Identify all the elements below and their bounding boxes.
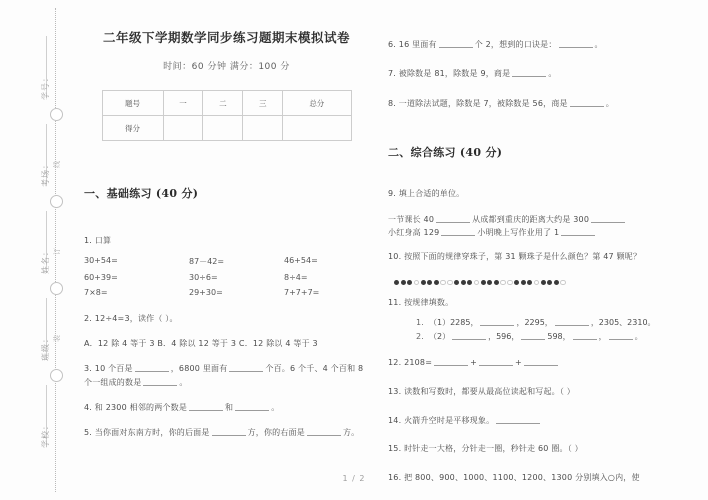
question-3-text-c: 个百。6 个千、4 个百和 8 个一组成的数是 xyxy=(84,364,364,387)
question-3 xyxy=(84,362,369,389)
list-item xyxy=(416,316,678,330)
answer-blank[interactable] xyxy=(135,362,169,372)
question-5-text-a: 5. 当你面对东南方时，你的后面是 xyxy=(84,428,210,438)
question-6-text-b: 个 2，想到的口诀是： xyxy=(474,40,557,49)
answer-blank[interactable] xyxy=(439,38,473,48)
exam-meta: 时间：60 分钟 满分：100 分 xyxy=(163,62,290,72)
q9-text-b: 从成都到重庆的距离大约是 300 xyxy=(472,214,590,224)
sealing-margin xyxy=(0,0,78,500)
answer-blank[interactable] xyxy=(452,330,486,340)
seal-mark-line: 线 xyxy=(53,161,61,168)
answer-blank[interactable] xyxy=(561,226,595,236)
bead-dark xyxy=(461,280,466,285)
answer-blank[interactable] xyxy=(229,362,263,372)
question-3-text-a: 3. 10 个百是 xyxy=(84,364,133,374)
question-1-label: 1. 口算 xyxy=(84,236,112,245)
page-title: 二年级下学期数学同步练习题期末模拟试卷 xyxy=(102,30,350,45)
seal-mark-seal: 装 xyxy=(53,335,61,342)
answer-blank[interactable] xyxy=(521,330,545,340)
q9-text-d: 小明晚上写作业用了 1 xyxy=(477,227,560,237)
item-text-d: ， xyxy=(598,332,607,342)
question-9-line-1 xyxy=(388,213,678,226)
answer-blank[interactable] xyxy=(479,356,513,366)
question-5 xyxy=(84,426,369,439)
item-index: 1. xyxy=(416,318,424,328)
seal-label-student-number: 学号： xyxy=(41,73,50,100)
question-2-options: A．12 除 4 等于 3 B．4 除以 12 等于 3 C．12 除以 4 等于 3 xyxy=(84,338,318,348)
question-7-text-a: 7. 被除数是 81，除数是 9，商是 xyxy=(388,69,511,79)
item-text-b: ，596， xyxy=(488,332,520,342)
right-column xyxy=(388,0,678,500)
bead-dark xyxy=(454,280,459,285)
answer-blank[interactable] xyxy=(434,356,468,366)
bead-light xyxy=(534,280,540,286)
score-header-cell: 二 xyxy=(203,91,243,116)
q12-text-c: + xyxy=(515,358,522,368)
item-text-c: ，2305、2310。 xyxy=(590,318,656,328)
answer-blank[interactable] xyxy=(609,330,633,340)
question-9-label: 9. 填上合适的单位。 xyxy=(388,189,465,199)
bead-dark xyxy=(547,280,552,285)
bead-dark xyxy=(421,280,426,285)
oral-item: 87－42= xyxy=(189,257,225,267)
item-text-b: ，2295， xyxy=(516,318,553,328)
oral-item: 30÷6= xyxy=(189,273,218,283)
item-text-e: 。 xyxy=(634,332,643,342)
oral-item: 30+54= xyxy=(84,256,118,266)
oral-math-grid xyxy=(84,256,369,297)
item-text-c: 598， xyxy=(547,332,571,342)
answer-blank[interactable] xyxy=(307,426,341,436)
bead-dark xyxy=(527,280,532,285)
oral-item: 7×8= xyxy=(84,288,108,298)
seal-circle xyxy=(50,108,63,121)
question-14 xyxy=(388,414,678,427)
seal-label-exam-room: 考场： xyxy=(41,160,50,187)
question-15: 15. 时针走一大格，分针走一圈，秒针走 60 圈。（ ） xyxy=(388,444,583,454)
section-heading-basic: 一、基础练习 (40 分) xyxy=(84,187,199,200)
seal-circle xyxy=(50,282,63,295)
question-4-text-c: 。 xyxy=(271,402,280,412)
q14-text: 14. 火箭升空时是平移现象。 xyxy=(388,415,495,425)
bead-dark xyxy=(434,280,439,285)
list-item xyxy=(416,330,678,344)
answer-blank[interactable] xyxy=(555,316,589,326)
score-table xyxy=(102,90,352,141)
bead-dark xyxy=(494,280,499,285)
question-4-text-b: 和 xyxy=(225,402,234,412)
question-6-text-c: 。 xyxy=(594,40,603,49)
oral-item: 46+54= xyxy=(284,256,318,266)
item-text-a: （2） xyxy=(429,332,451,342)
question-16: 16. 把 800、900、1000、1100、1200、1300 分别填入○内，使 xyxy=(388,472,640,482)
item-index: 2. xyxy=(416,332,424,342)
answer-blank[interactable] xyxy=(212,426,246,436)
bead-light xyxy=(474,280,480,286)
bead-dark xyxy=(407,280,412,285)
question-8-text-b: 。 xyxy=(605,98,614,108)
answer-blank[interactable] xyxy=(496,414,540,424)
left-column xyxy=(84,0,369,500)
question-6-text-a: 6. 16 里面有 xyxy=(388,40,437,49)
question-8 xyxy=(388,97,678,110)
question-4-text-a: 4. 和 2300 相邻的两个数是 xyxy=(84,402,188,412)
question-10: 10. 按照下面的规律穿珠子，第 31 颗珠子是什么颜色？第 47 颗呢？ xyxy=(388,252,642,262)
bead-light xyxy=(507,280,513,286)
answer-blank[interactable] xyxy=(436,213,470,223)
item-text-a: （1）2285， xyxy=(429,318,479,328)
question-8-text-a: 8. 一道除法试题，除数是 7，被除数是 56，商是 xyxy=(388,98,568,108)
section-heading-comprehensive: 二、综合练习 (40 分) xyxy=(388,146,503,160)
q12-text-b: + xyxy=(470,358,478,368)
table-row xyxy=(102,116,351,141)
score-header-cell: 总分 xyxy=(283,91,351,116)
bead-dark xyxy=(541,280,546,285)
score-header-cell: 三 xyxy=(243,91,283,116)
bead-dark xyxy=(514,280,519,285)
bead-dark xyxy=(401,280,406,285)
bead-dark xyxy=(394,280,399,285)
oral-item: 8÷4= xyxy=(284,273,308,283)
seal-label-school: 学校： xyxy=(41,421,50,448)
seal-circle xyxy=(50,369,63,382)
bead-dark xyxy=(521,280,526,285)
q9-text-c: 小红身高 129 xyxy=(388,227,440,237)
bead-light xyxy=(414,280,420,286)
seal-label-class: 班级： xyxy=(41,334,50,361)
seal-mark-bind: 订 xyxy=(53,248,61,255)
bead-dark xyxy=(467,280,472,285)
score-header-cell: 题号 xyxy=(102,91,163,116)
question-11-label: 11. 按规律填数。 xyxy=(388,297,454,307)
question-5-text-c: 方。 xyxy=(342,428,360,438)
answer-blank[interactable] xyxy=(480,316,514,326)
score-value-cell[interactable] xyxy=(203,116,243,141)
page-number: 1 / 2 xyxy=(342,474,366,483)
score-value-cell[interactable] xyxy=(163,116,203,141)
answer-blank[interactable] xyxy=(570,97,604,107)
score-value-cell[interactable] xyxy=(243,116,283,141)
question-13: 13. 读数和写数时，都要从最高位读起和写起。（ ） xyxy=(388,386,576,396)
answer-blank[interactable] xyxy=(143,376,177,386)
question-3-text-b: ，6800 里面有 xyxy=(170,364,228,374)
bead-light xyxy=(500,280,506,286)
answer-blank[interactable] xyxy=(559,38,593,48)
bead-dark xyxy=(554,280,559,285)
answer-blank[interactable] xyxy=(573,330,597,340)
question-6 xyxy=(388,38,678,51)
question-4 xyxy=(84,401,369,414)
question-9-line-2 xyxy=(388,226,678,239)
bead-pattern-figure xyxy=(388,275,678,291)
bead-light xyxy=(447,280,453,286)
score-header-cell: 一 xyxy=(163,91,203,116)
question-7-text-b: 。 xyxy=(548,69,557,79)
question-3-text-d: 。 xyxy=(179,377,188,387)
oral-item: 60+39= xyxy=(84,273,118,283)
bead-light xyxy=(560,280,566,286)
bead-dark xyxy=(481,280,486,285)
answer-blank[interactable] xyxy=(591,213,625,223)
question-2: 2. 12÷4=3，读作（ ）。 xyxy=(84,314,178,324)
answer-blank[interactable] xyxy=(512,67,546,77)
answer-blank[interactable] xyxy=(235,401,269,411)
bead-light xyxy=(440,280,446,286)
table-row xyxy=(102,91,351,116)
answer-blank[interactable] xyxy=(189,401,223,411)
seal-circle xyxy=(50,195,63,208)
answer-blank[interactable] xyxy=(441,226,475,236)
seal-label-name: 姓名： xyxy=(41,247,50,274)
q12-text-a: 12. 2108= xyxy=(388,358,433,368)
bead-dark xyxy=(487,280,492,285)
oral-item: 29+30= xyxy=(189,288,223,298)
question-7 xyxy=(388,67,678,80)
score-value-cell: 得分 xyxy=(102,116,163,141)
question-12 xyxy=(388,356,678,369)
bead-dark xyxy=(427,280,432,285)
score-value-cell[interactable] xyxy=(283,116,351,141)
answer-blank[interactable] xyxy=(524,356,558,366)
question-11-items xyxy=(416,316,678,344)
q9-text-a: 一节课长 40 xyxy=(388,214,435,224)
question-5-text-b: 方，你的右面是 xyxy=(247,428,305,438)
oral-item: 7+7+7= xyxy=(284,288,320,298)
